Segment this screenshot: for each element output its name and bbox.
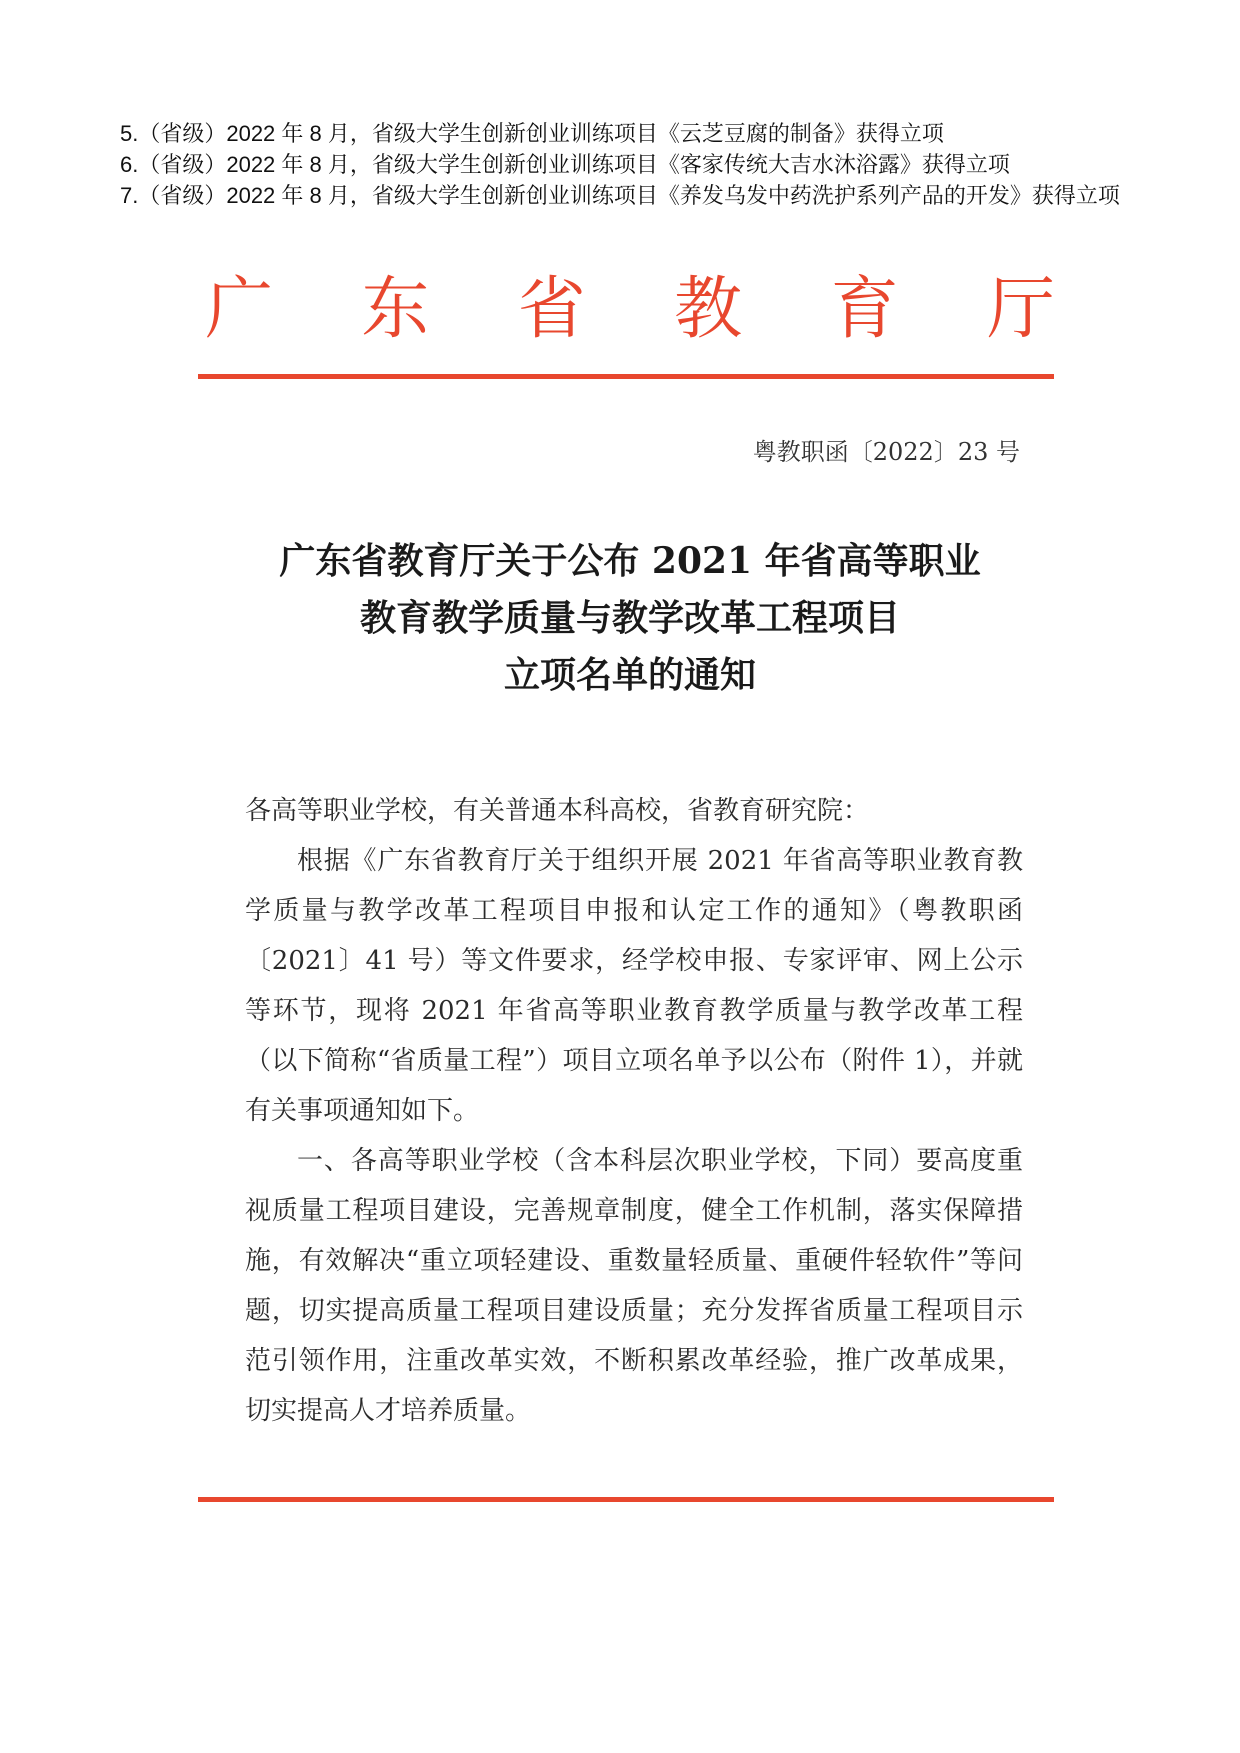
letterhead-char: 厅 xyxy=(986,270,1055,349)
salutation: 各高等职业学校，有关普通本科高校，省教育研究院： xyxy=(245,796,870,826)
letterhead-divider xyxy=(198,374,1054,379)
footer-divider xyxy=(198,1497,1054,1502)
notice-body xyxy=(245,786,1023,1436)
body-paragraph: 根据《广东省教育厅关于组织开展 2021 年省高等职业教育教学质量与教学改革工程项目申报和认定工作的通知》（粤教职函〔2021〕41 号）等文件要求，经学校申报、专家评审、网上公示等环节，现将 2021 年省高等职业教育教学质量与教学改革工程（以下简称“省质量工程”）项目立项名单予以公布（附件 1），并就有关事项通知如下。 xyxy=(245,846,1023,1126)
award-item: 7.（省级）2022 年 8 月，省级大学生创新创业训练项目《养发乌发中药洗护系列产品的开发》获得立项 xyxy=(120,183,1120,208)
title-line: 立项名单的通知 xyxy=(503,654,756,696)
award-item: 6.（省级）2022 年 8 月，省级大学生创新创业训练项目《客家传统大吉水沐浴露》获得立项 xyxy=(120,152,1010,177)
title-line: 教育教学质量与教学改革工程项目 xyxy=(359,597,900,639)
letterhead-char: 省 xyxy=(517,270,586,349)
letterhead-char: 广 xyxy=(205,270,274,349)
title-line: 广东省教育厅关于公布 2021 年省高等职业 xyxy=(279,540,981,582)
letterhead-char: 东 xyxy=(361,270,430,349)
award-item: 5.（省级）2022 年 8 月，省级大学生创新创业训练项目《云芝豆腐的制备》获得立项 xyxy=(120,121,944,146)
document-number: 粤教职函〔2022〕23 号 xyxy=(752,438,1020,466)
letterhead xyxy=(205,270,1055,350)
letterhead-char: 教 xyxy=(674,270,743,349)
letterhead-char: 育 xyxy=(830,270,899,349)
body-paragraph: 一、各高等职业学校（含本科层次职业学校，下同）要高度重视质量工程项目建设，完善规章制度，健全工作机制，落实保障措施，有效解决“重立项轻建设、重数量轻质量、重硬件轻软件”等问题，切实提高质量工程项目建设质量；充分发挥省质量工程项目示范引领作用，注重改革实效，不断积累改革经验，推广改革成果，切实提高人才培养质量。 xyxy=(245,1146,1023,1426)
notice-title xyxy=(200,533,1060,704)
